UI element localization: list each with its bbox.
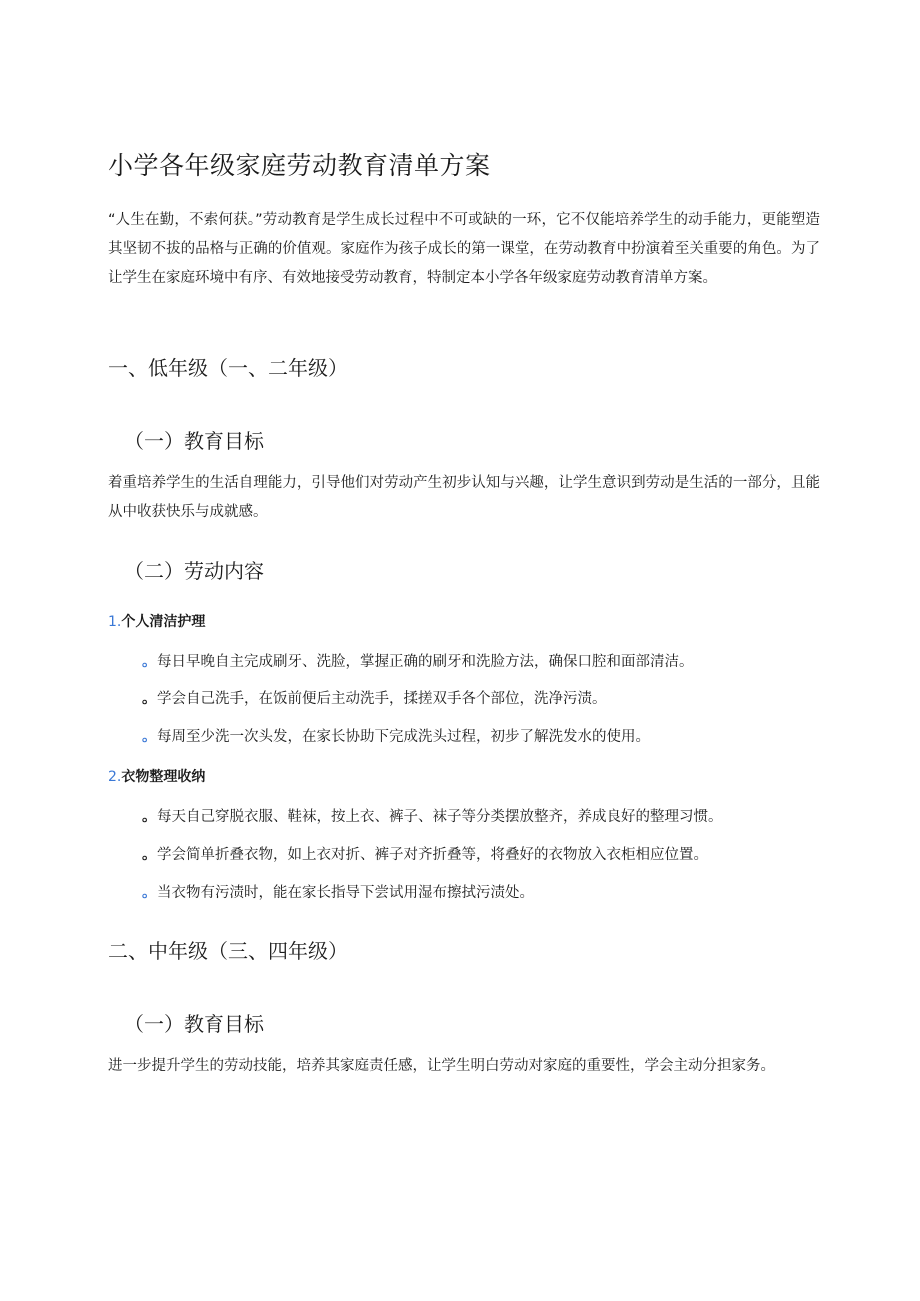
list-item-text: 学会简单折叠衣物，如上衣对折、裤子对齐折叠等，将叠好的衣物放入衣柜相应位置。 <box>157 847 708 863</box>
list-item-text: 每周至少洗一次头发，在家长协助下完成洗头过程，初步了解洗发水的使用。 <box>157 729 650 745</box>
list-item <box>142 844 708 866</box>
list-item <box>142 882 534 904</box>
section-2-goal-heading: （一）教育目标 <box>124 1012 264 1036</box>
content-group-personal-hygiene <box>108 611 205 633</box>
section-1-goal-text: 着重培养学生的生活自理能力，引导他们对劳动产生初步认知与兴趣，让学生意识到劳动是生活的一部分，且能从中收获快乐与成就感。 <box>108 475 820 520</box>
group-title: 个人清洁护理 <box>121 614 206 630</box>
section-2-heading: 二、中年级（三、四年级） <box>108 939 348 963</box>
list-item <box>142 806 723 828</box>
bullet-icon: 。 <box>142 885 157 901</box>
bullet-icon: 。 <box>142 691 157 707</box>
list-item-text: 每天自己穿脱衣服、鞋袜，按上衣、裤子、袜子等分类摆放整齐，养成良好的整理习惯。 <box>157 809 723 825</box>
section-1-heading: 一、低年级（一、二年级） <box>108 356 348 380</box>
section-1-goal-heading: （一）教育目标 <box>124 429 264 453</box>
list-item-text: 每日早晚自主完成刷牙、洗脸，掌握正确的刷牙和洗脸方法，确保口腔和面部清洁。 <box>157 654 694 670</box>
group-number: 2. <box>108 769 122 785</box>
bullet-icon: 。 <box>142 809 157 825</box>
list-item <box>142 651 694 673</box>
bullet-icon: 。 <box>142 654 157 670</box>
document-title: 小学各年级家庭劳动教育清单方案 <box>108 151 491 180</box>
section-2-goal-text: 进一步提升学生的劳动技能，培养其家庭责任感，让学生明白劳动对家庭的重要性，学会主动分担家务。 <box>108 1058 775 1074</box>
group-title: 衣物整理收纳 <box>121 769 206 785</box>
group-number: 1. <box>108 614 122 630</box>
list-item-text: 学会自己洗手，在饭前便后主动洗手，揉搓双手各个部位，洗净污渍。 <box>157 691 607 707</box>
content-group-clothing <box>108 766 205 788</box>
bullet-icon: 。 <box>142 847 157 863</box>
list-item <box>142 688 607 710</box>
intro-paragraph: “人生在勤，不索何获。”劳动教育是学生成长过程中不可或缺的一环，它不仅能培养学生的动手能力，更能塑造其坚韧不拔的品格与正确的价值观。家庭作为孩子成长的第一课堂，在劳动教育中扮演着至关重要的角色。为了让学生在家庭环境中有序、有效地接受劳动教育，特制定本小学各年级家庭劳动教育清单方案。 <box>108 212 820 286</box>
bullet-icon: 。 <box>142 729 157 745</box>
section-1-content-heading: （二）劳动内容 <box>124 559 264 583</box>
list-item <box>142 726 650 748</box>
list-item-text: 当衣物有污渍时，能在家长指导下尝试用湿布擦拭污渍处。 <box>157 885 534 901</box>
